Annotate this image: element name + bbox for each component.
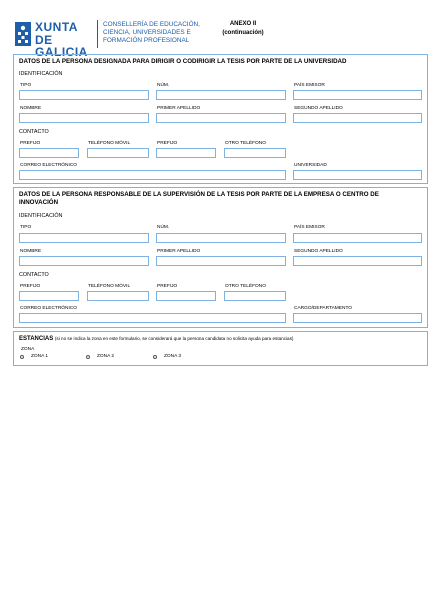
universidad-field[interactable] xyxy=(293,170,422,180)
identification-heading: IDENTIFICACIÓN xyxy=(19,213,63,219)
primer-apellido-label: PRIMER APELLIDO xyxy=(157,106,201,111)
xunta-logo xyxy=(15,20,93,59)
pais-label: PAÍS EMISOR xyxy=(294,83,325,88)
tipo-field[interactable] xyxy=(19,233,149,243)
zona-label: ZONA xyxy=(21,347,35,352)
logo-text-galicia: DE GALICIA xyxy=(35,33,88,59)
num-field[interactable] xyxy=(156,90,286,100)
section-university-director xyxy=(13,54,428,184)
movil-field[interactable] xyxy=(87,148,149,158)
conselleria-line: FORMACIÓN PROFESIONAL xyxy=(103,37,190,44)
prefijo-label: PREFIJO xyxy=(20,284,41,289)
primer-apellido-label: PRIMER APELLIDO xyxy=(157,249,201,254)
zona3-label: ZONA 3 xyxy=(164,354,182,359)
nombre-label: NOMBRE xyxy=(20,249,42,254)
otro-telefono-field[interactable] xyxy=(224,148,286,158)
section-company-supervisor xyxy=(13,187,428,328)
section-title-cont: INNOVACIÓN xyxy=(19,199,59,206)
otro-telefono-label: OTRO TELÉFONO xyxy=(225,141,266,146)
prefijo-field[interactable] xyxy=(19,148,79,158)
otro-telefono-field[interactable] xyxy=(224,291,286,301)
nombre-field[interactable] xyxy=(19,256,149,266)
zona1-radio[interactable] xyxy=(20,355,24,359)
tipo-label: TIPO xyxy=(20,225,32,230)
anexo-title xyxy=(208,20,278,38)
tipo-label: TIPO xyxy=(20,83,32,88)
prefijo-otro-field[interactable] xyxy=(156,148,216,158)
segundo-apellido-field[interactable] xyxy=(293,256,422,266)
movil-label: TELÉFONO MÓVIL xyxy=(88,141,131,146)
anexo-line: ANEXO II xyxy=(229,21,257,27)
section-title: DATOS DE LA PERSONA RESPONSABLE DE LA SUPERVISIÓN DE LA TESIS POR PARTE DE LA EMPRESA O CENTRO DE xyxy=(19,191,379,198)
correo-label: CORREO ELECTRÓNICO xyxy=(20,306,78,311)
pais-label: PAÍS EMISOR xyxy=(294,225,325,230)
zona3-radio[interactable] xyxy=(153,355,157,359)
contacto-heading: CONTACTO xyxy=(19,129,49,135)
tipo-field[interactable] xyxy=(19,90,149,100)
zona1-label: ZONA 1 xyxy=(31,354,49,359)
num-label: NÚM. xyxy=(157,83,170,88)
num-label: NÚM. xyxy=(157,225,170,230)
segundo-apellido-label: SEGUNDO APELLIDO xyxy=(294,106,343,111)
header-divider xyxy=(97,20,98,48)
universidad-label: UNIVERSIDAD xyxy=(294,163,327,168)
pais-field[interactable] xyxy=(293,90,422,100)
movil-field[interactable] xyxy=(87,291,149,301)
primer-apellido-field[interactable] xyxy=(156,256,286,266)
section-estancias xyxy=(13,331,428,366)
prefijo-otro-field[interactable] xyxy=(156,291,216,301)
anexo-line: (continuación) xyxy=(222,30,264,36)
segundo-apellido-label: SEGUNDO APELLIDO xyxy=(294,249,343,254)
correo-field[interactable] xyxy=(19,313,286,323)
identification-heading: IDENTIFICACIÓN xyxy=(19,71,63,77)
prefijo-otro-label: PREFIJO xyxy=(157,141,178,146)
logo-text-xunta: XUNTA xyxy=(35,20,78,34)
estancias-title xyxy=(19,335,293,343)
cargo-label: CARGO/DEPARTAMENTO xyxy=(294,306,353,311)
otro-telefono-label: OTRO TELÉFONO xyxy=(225,284,266,289)
zona2-label: ZONA 2 xyxy=(97,354,115,359)
conselleria-line: CONSELLERÍA DE EDUCACIÓN, xyxy=(103,21,200,28)
correo-label: CORREO ELECTRÓNICO xyxy=(20,163,78,168)
segundo-apellido-field[interactable] xyxy=(293,113,422,123)
conselleria-line: CIENCIA, UNIVERSIDADES E xyxy=(103,29,191,36)
galicia-crest-icon xyxy=(15,22,31,46)
correo-field[interactable] xyxy=(19,170,286,180)
contacto-heading: CONTACTO xyxy=(19,272,49,278)
nombre-label: NOMBRE xyxy=(20,106,42,111)
estancias-note: (si no se indica la zona en este formulario, se considerará que la persona candidata no solicita ayuda para estancias) xyxy=(54,336,294,341)
pais-field[interactable] xyxy=(293,233,422,243)
conselleria-name xyxy=(103,21,213,45)
section-title: DATOS DE LA PERSONA DESIGNADA PARA DIRIGIR O CODIRIGIR LA TESIS POR PARTE DE LA UNIVERSIDAD xyxy=(19,58,347,65)
estancias-heading: ESTANCIAS xyxy=(19,336,54,342)
prefijo-field[interactable] xyxy=(19,291,79,301)
num-field[interactable] xyxy=(156,233,286,243)
prefijo-otro-label: PREFIJO xyxy=(157,284,178,289)
primer-apellido-field[interactable] xyxy=(156,113,286,123)
zona2-radio[interactable] xyxy=(86,355,90,359)
nombre-field[interactable] xyxy=(19,113,149,123)
prefijo-label: PREFIJO xyxy=(20,141,41,146)
movil-label: TELÉFONO MÓVIL xyxy=(88,284,131,289)
cargo-field[interactable] xyxy=(293,313,422,323)
